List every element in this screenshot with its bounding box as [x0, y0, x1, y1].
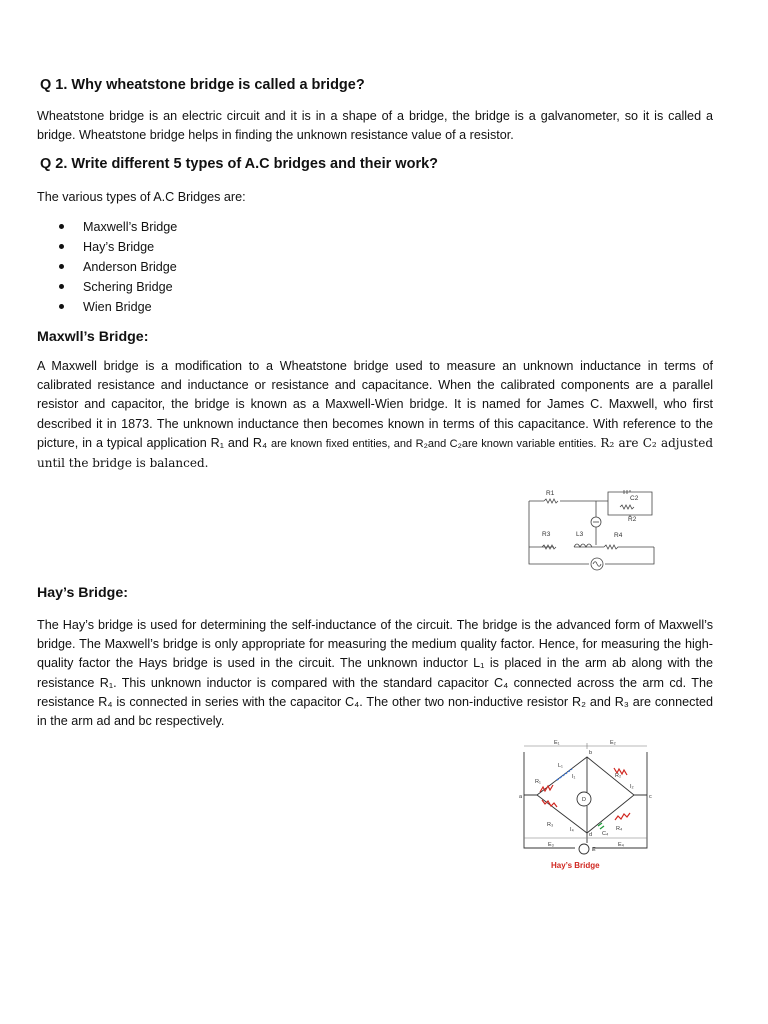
maxwell-body: A Maxwell bridge is a modification to a Wheatstone bridge used to measure an unknown inductance in terms of calibrated resistance and inductance or resistance and capacitance. When the calibrated components are a parallel resistor and capacitor, the bridge is known as a Maxwell-Wien bridge. It is named for James C. Maxwell, who first described it in 1873. The unknown inductance then becomes known in terms of this capacitance. With reference to the picture, in a typical application R₁ and R₄ — [37, 359, 713, 450]
bridge-types-list — [0, 217, 177, 317]
diagram-label: E₃ — [548, 842, 554, 848]
diagram-label: C2 — [630, 495, 639, 502]
maxwell-body-small: are known fixed entities, and R₂and C₂are known variable entities. — [271, 437, 597, 450]
diagram-label: C₄ — [602, 831, 609, 837]
hay-paragraph: The Hay’s bridge is used for determining the self-inductance of the circuit. The bridge is the advanced form of Maxwell’s bridge. The Maxwell’s bridge is only appropriate for measuring the medium quality factor. Hence, for measuring the high-quality factor the Hays bridge is used in the circuit. The unknown inductor L₁ is placed in the arm ab along with the resistance R₁. This unknown inductor is compared with the standard capacitor C₄ connected across the arm cd. The resistance R₄ is connected in series with the capacitor C₄. The other two non-inductive resistor R₂ and R₃ are connected in the arm ad and bc respectively. — [37, 618, 713, 729]
diagram-label: R2 — [628, 516, 637, 523]
maxwell-heading: Maxwll’s Bridge: — [37, 329, 149, 345]
list-item: Maxwell’s Bridge — [0, 217, 177, 237]
question-2-title: Q 2. Write different 5 types of A.C bridges and their work? — [40, 156, 439, 172]
hay-diagram-caption: Hay’s Bridge — [551, 861, 600, 870]
list-item: Hay’s Bridge — [0, 237, 177, 257]
maxwell-bridge-diagram — [524, 485, 658, 571]
diagram-label: E₁ — [554, 740, 560, 746]
diagram-label: d — [589, 832, 593, 838]
maxwell-body-serif: R₂ are C₂ adjusted until the bridge is balanced. — [37, 435, 714, 471]
diagram-label: D — [582, 797, 586, 803]
question-2-intro: The various types of A.C Bridges are: — [37, 190, 246, 204]
diagram-label: R3 — [542, 531, 551, 538]
diagram-label: a — [519, 794, 523, 800]
list-item: Wien Bridge — [0, 297, 177, 317]
diagram-label: R₁ — [535, 779, 541, 785]
question-1-answer: Wheatstone bridge is an electric circuit and it is in a shape of a bridge, the bridge is a galvanometer, so it is called a bridge. Wheatstone bridge helps in finding the unknown resistance value of a resistor. — [37, 109, 713, 143]
diagram-label: R₄ — [616, 826, 623, 832]
list-item: Schering Bridge — [0, 277, 177, 297]
diagram-label: I₄ — [570, 827, 574, 833]
diagram-label: R4 — [614, 532, 623, 539]
question-1-title: Q 1. Why wheatstone bridge is called a bridge? — [40, 77, 365, 93]
diagram-label: R₃ — [547, 822, 554, 828]
diagram-label: E₂ — [610, 740, 616, 746]
diagram-label: c — [649, 794, 652, 800]
hay-heading: Hay’s Bridge: — [37, 585, 128, 601]
diagram-label: L3 — [576, 531, 584, 538]
diagram-label: I₂ — [630, 784, 634, 790]
diagram-label: L₁ — [558, 763, 563, 769]
diagram-label: E₄ — [618, 842, 624, 848]
hay-bridge-diagram — [512, 740, 657, 860]
diagram-label: R₂ — [615, 773, 622, 779]
diagram-label: b — [589, 750, 593, 756]
maxwell-paragraph — [37, 357, 713, 473]
diagram-label: R1 — [546, 490, 555, 497]
diagram-label: E — [592, 847, 596, 853]
list-item: Anderson Bridge — [0, 257, 177, 277]
diagram-label: I₁ — [572, 774, 576, 780]
